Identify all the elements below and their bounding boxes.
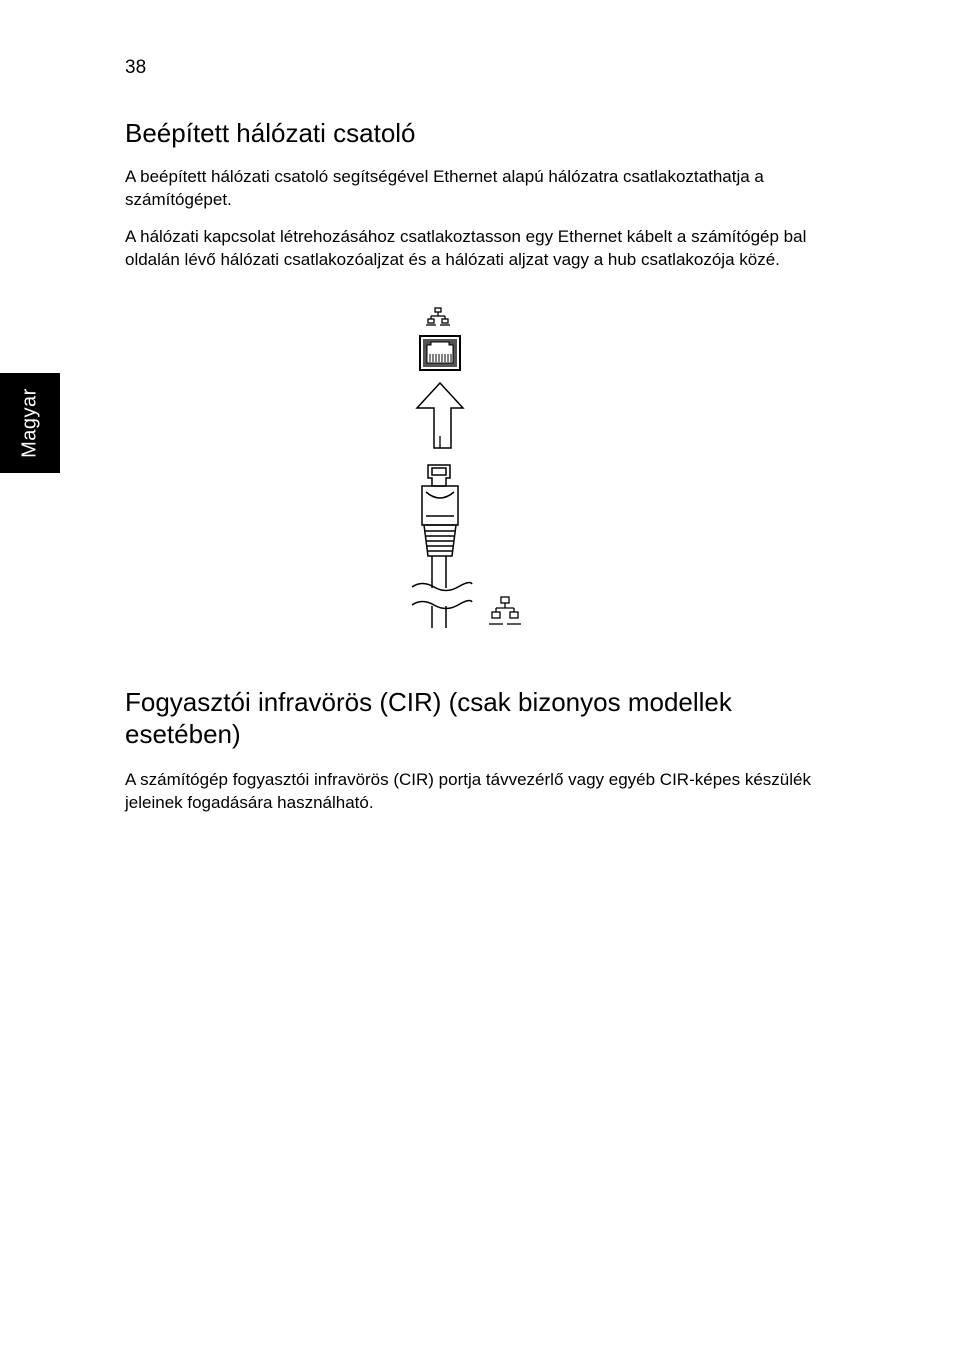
paragraph-cir: A számítógép fogyasztói infravörös (CIR) portja távvezérlő vagy egyéb CIR-képes készülék jeleinek fogadására használható. <box>125 770 811 812</box>
section-heading-network: Beépített hálózati csatoló <box>125 118 416 148</box>
language-tab-label: Magyar <box>18 388 41 458</box>
paragraph-network-connect: A hálózati kapcsolat létrehozásához csatlakoztasson egy Ethernet kábelt a számítógép bal oldalán lévő hálózati csatlakozóaljzat és a hálózati aljzat vagy a hub csatlakozója közé. <box>125 227 807 269</box>
section-heading-cir: Fogyasztói infravörös (CIR) (csak bizonyos modellek esetében) <box>125 687 732 749</box>
cable-break-icon <box>412 583 472 628</box>
paragraph-network-intro: A beépített hálózati csatoló segítségével Ethernet alapú hálózatra csatlakoztathatja a számítógépet. <box>125 167 764 209</box>
rj45-plug-icon <box>422 465 458 588</box>
network-icon <box>426 308 450 325</box>
ethernet-connection-figure <box>400 300 540 635</box>
rj45-port-icon <box>420 336 460 370</box>
page-number: 38 <box>125 57 147 78</box>
language-tab <box>0 373 60 473</box>
network-icon <box>489 597 521 624</box>
